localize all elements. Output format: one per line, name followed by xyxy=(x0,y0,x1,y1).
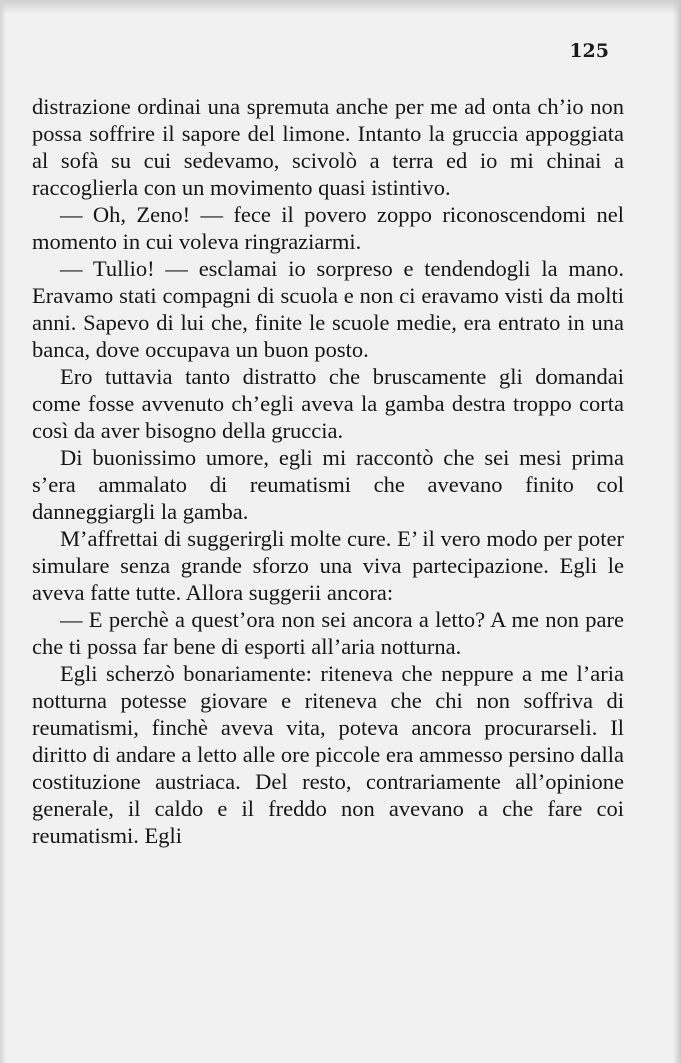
body-text xyxy=(32,93,624,849)
paragraph-7: — E perchè a quest’ora non sei ancora a letto? A me non pare che ti possa far bene di esporti all’aria notturna. xyxy=(32,607,624,659)
paragraph-5: Di buonissimo umore, egli mi raccontò che sei mesi prima s’era ammalato di reumatismi che avevano finito col danneggiargli la gamba. xyxy=(32,445,624,524)
paragraph-4: Ero tuttavia tanto distratto che bruscamente gli domandai come fosse avvenuto ch’egli aveva la gamba destra troppo corta così da aver bisogno della gruccia. xyxy=(32,364,624,443)
left-page-edge xyxy=(0,0,6,1063)
top-shadow xyxy=(0,0,681,14)
paragraph-2: — Oh, Zeno! — fece il povero zoppo riconoscendomi nel momento in cui voleva ringraziarmi. xyxy=(32,202,624,254)
paragraph-3: — Tullio! — esclamai io sorpreso e tendendogli la mano. Eravamo stati compagni di scuola e non ci eravamo visti da molti anni. Sapevo di lui che, finite le scuole medie, era entrato in una banca, dove occupava un buon posto. xyxy=(32,256,624,362)
paragraph-6: M’affrettai di suggerirgli molte cure. E’ il vero modo per poter simulare senza grande sforzo una viva partecipazione. Egli le aveva fatte tutte. Allora suggerii ancora: xyxy=(32,526,624,605)
paragraph-1: distrazione ordinai una spremuta anche per me ad onta ch’io non possa soffrire il sapore del limone. Intanto la gruccia appoggiata al sofà su cui sedevamo, scivolò a terra ed io mi chinai a raccoglierla con un movimento quasi istintivo. xyxy=(32,94,624,200)
right-page-edge xyxy=(673,0,681,1063)
paragraph-8: Egli scherzò bonariamente: riteneva che neppure a me l’aria notturna potesse giovare e riteneva che chi non soffriva di reumatismi, finchè aveva vita, poteva ancora procurarseli. Il diritto di andare a letto alle ore piccole era ammesso persino dalla costituzione austriaca. Del resto, contrariamente all’opinione generale, il caldo e il freddo non avevano a che fare coi reumatismi. Egli xyxy=(32,661,624,848)
page-number: 125 xyxy=(569,40,609,62)
